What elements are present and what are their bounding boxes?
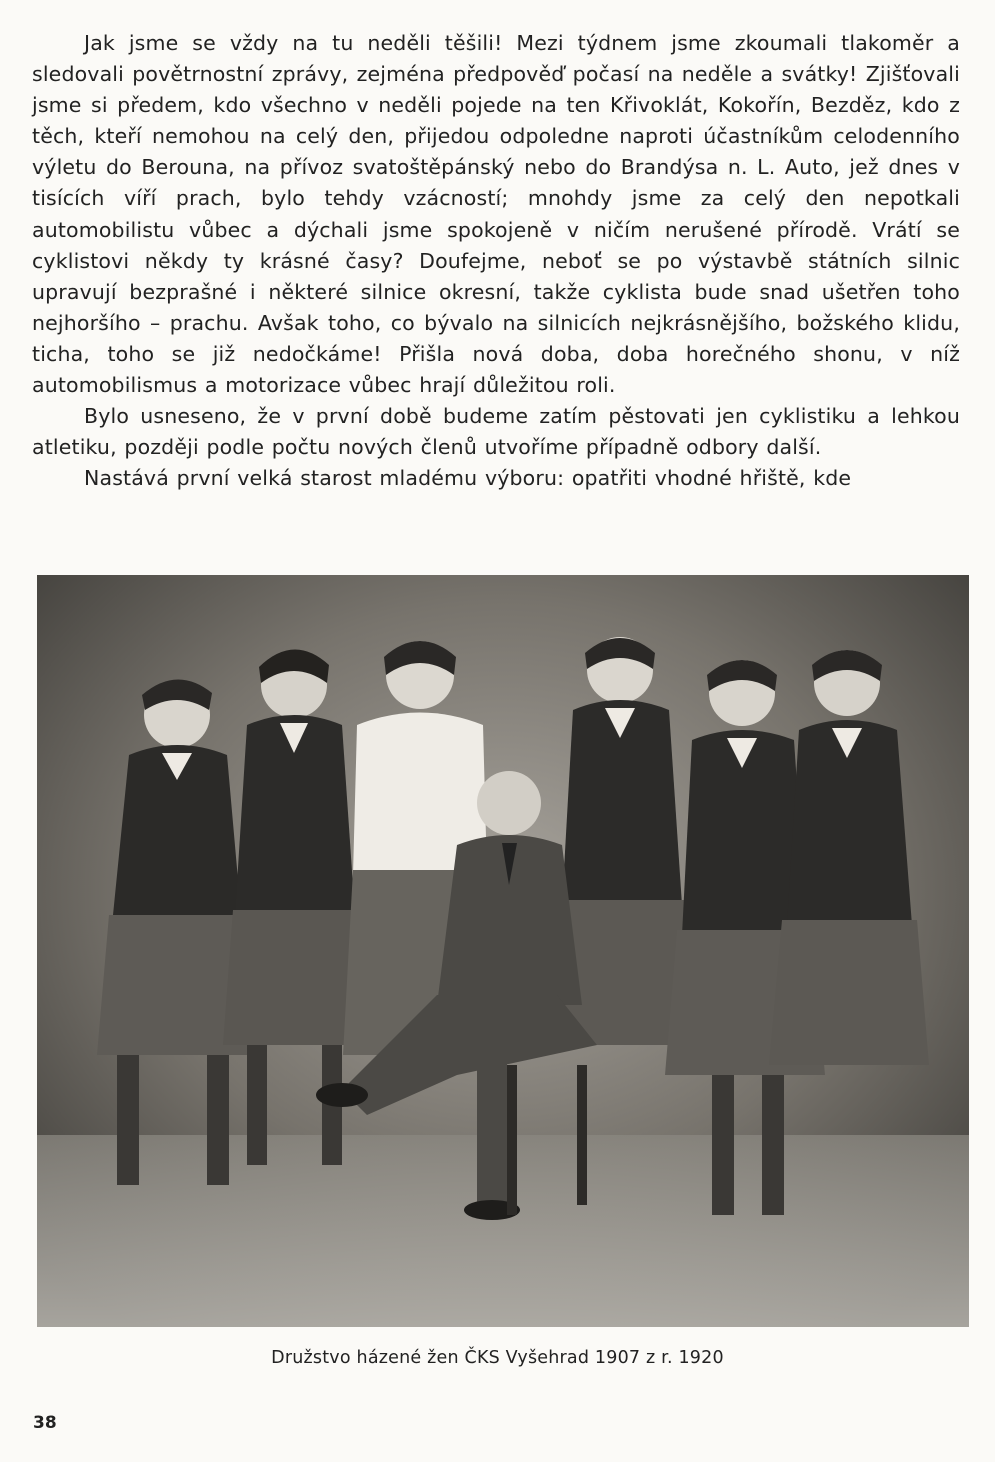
paragraph-1: Jak jsme se vždy na tu neděli těšili! Mezi týdnem jsme zkoumali tlakoměr a sledovali povětrnostní zprávy, zejména předpověď počasí na neděle a svátky! Zjišťovali jsme si předem, kdo všechno v neděli pojede na ten Křivoklát, Kokořín, Bezděz, kdo z těch, kteří nemohou na celý den, přijedou odpoledne naproti účastníkům celodenního výletu do Berouna, na přívoz svatoštěpánský nebo do Brandýsa n. L. Auto, jež dnes v tisících víří prach, bylo tehdy vzácností; mnohdy jsme za celý den nepotkali automobilistu vůbec a dýchali jsme spokojeně v ničím nerušené přírodě. Vrátí se cyklistovi někdy ty krásné časy? Doufejme, neboť se po výstavbě státních silnic upravují bezprašné i některé silnice okresní, takže cyklista bude snad ušetřen toho nejhoršího – prachu. Avšak toho, co bývalo na silnicích nejkrásnějšího, božského klidu, ticha, toho se již nedočkáme! Přišla nová doba, doba horečného shonu, v níž automobilismus a motorizace vůbec hrají důležitou roli. <box>32 31 960 398</box>
team-photograph <box>37 575 969 1327</box>
body-text <box>32 28 960 494</box>
paragraph-3: Nastává první velká starost mladému výboru: opatřiti vhodné hřiště, kde <box>84 466 852 491</box>
page-number: 38 <box>33 1413 57 1433</box>
paragraph-2: Bylo usneseno, že v první době budeme zatím pěstovati jen cyklistiku a lehkou atletiku, později podle počtu nových členů utvoříme případně odbory další. <box>32 404 960 460</box>
photo-caption: Družstvo házené žen ČKS Vyšehrad 1907 z r. 1920 <box>271 1348 724 1368</box>
team-photograph-image <box>37 575 969 1327</box>
